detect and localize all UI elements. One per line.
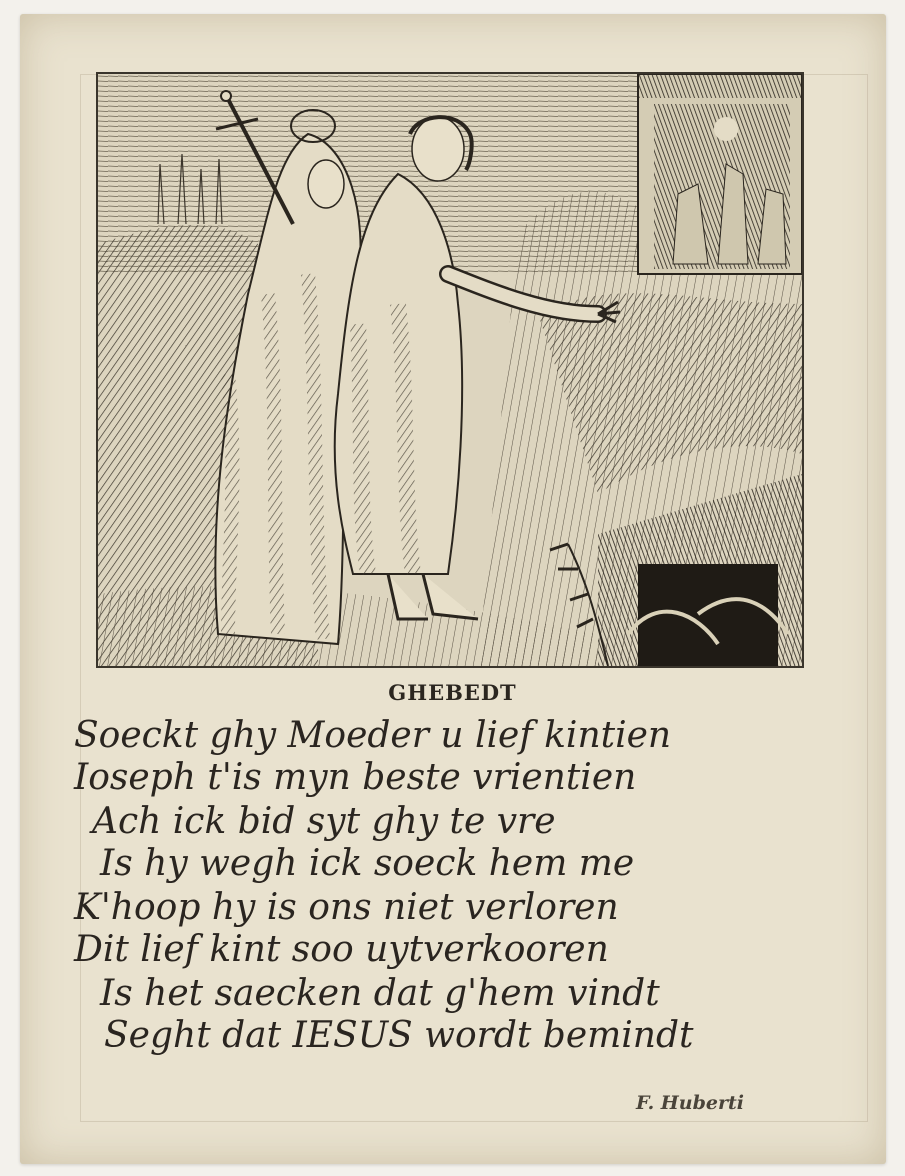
verse-line-5: K'hoop hy is ons niet verloren [74, 887, 619, 928]
verse-line-6: Dit lief kint soo uytverkooren [74, 929, 609, 970]
verse-line-8: Seght dat IESUS wordt bemindt [104, 1015, 694, 1056]
verse-line-2: Ioseph t'is myn beste vrientien [74, 757, 637, 798]
verse-line-3: Ach ick bid syt ghy te vre [92, 801, 556, 842]
prayer-title: GHEBEDT [388, 680, 517, 705]
engraver-signature: F. Huberti [636, 1092, 744, 1114]
temple-building [638, 74, 802, 274]
verse-line-1: Soeckt ghy Moeder u lief kintien [74, 715, 672, 756]
verse-line-7: Is het saecken dat g'hem vindt [100, 973, 660, 1014]
verse-line-4: Is hy wegh ick soeck hem me [100, 843, 635, 884]
engraving-illustration [96, 72, 804, 668]
